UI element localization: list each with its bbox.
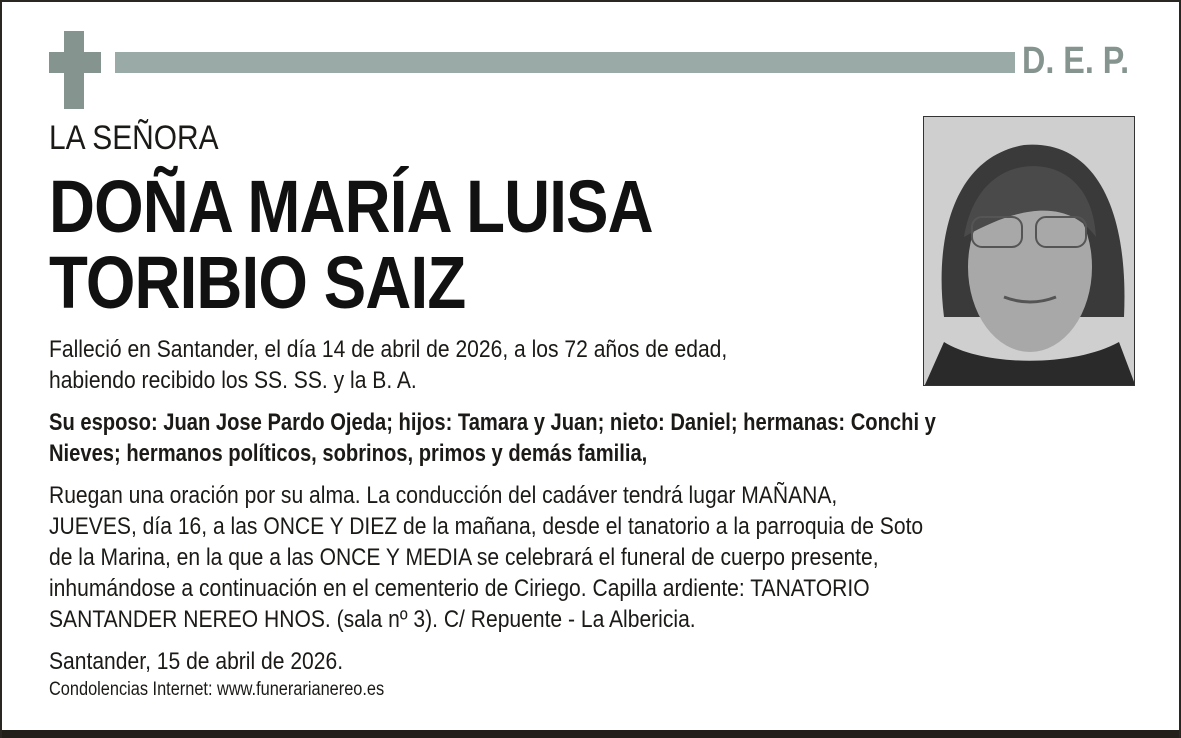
family-line: Su esposo: Juan Jose Pardo Ojeda; hijos: Tamara y Juan; nieto: Daniel; hermanas: Conchi y [49, 409, 936, 436]
dep-label: D. E. P. [1022, 40, 1130, 82]
portrait-photo [923, 116, 1135, 386]
bottom-border [2, 730, 1179, 738]
header-rule [115, 52, 1015, 73]
place-date: Santander, 15 de abril de 2026. [49, 648, 344, 675]
cross-icon-arm [49, 52, 101, 73]
deceased-name-line-2: TORIBIO SAIZ [49, 241, 466, 324]
ceremony-line: de la Marina, en la que a las ONCE Y MEDIA se celebrará el funeral de cuerpo presente, [49, 544, 879, 571]
salutation: LA SEÑORA [49, 119, 219, 157]
ceremony-line: inhumándose a continuación en el cementerio de Ciriego. Capilla ardiente: TANATORIO [49, 575, 870, 602]
condolences-url: Condolencias Internet: www.funerarianereo.es [49, 679, 385, 700]
portrait-image [924, 117, 1135, 386]
ceremony-line: Ruegan una oración por su alma. La conducción del cadáver tendrá lugar MAÑANA, [49, 482, 838, 509]
ceremony-line: JUEVES, día 16, a las ONCE Y DIEZ de la mañana, desde el tanatorio a la parroquia de Soto [49, 513, 924, 540]
ceremony-line: SANTANDER NEREO HNOS. (sala nº 3). C/ Repuente - La Albericia. [49, 606, 696, 633]
death-notice-line: Falleció en Santander, el día 14 de abril de 2026, a los 72 años de edad, [49, 336, 728, 363]
family-line: Nieves; hermanos políticos, sobrinos, primos y demás familia, [49, 440, 648, 467]
death-notice-line: habiendo recibido los SS. SS. y la B. A. [49, 367, 417, 394]
deceased-name-line-1: DOÑA MARÍA LUISA [49, 165, 653, 248]
